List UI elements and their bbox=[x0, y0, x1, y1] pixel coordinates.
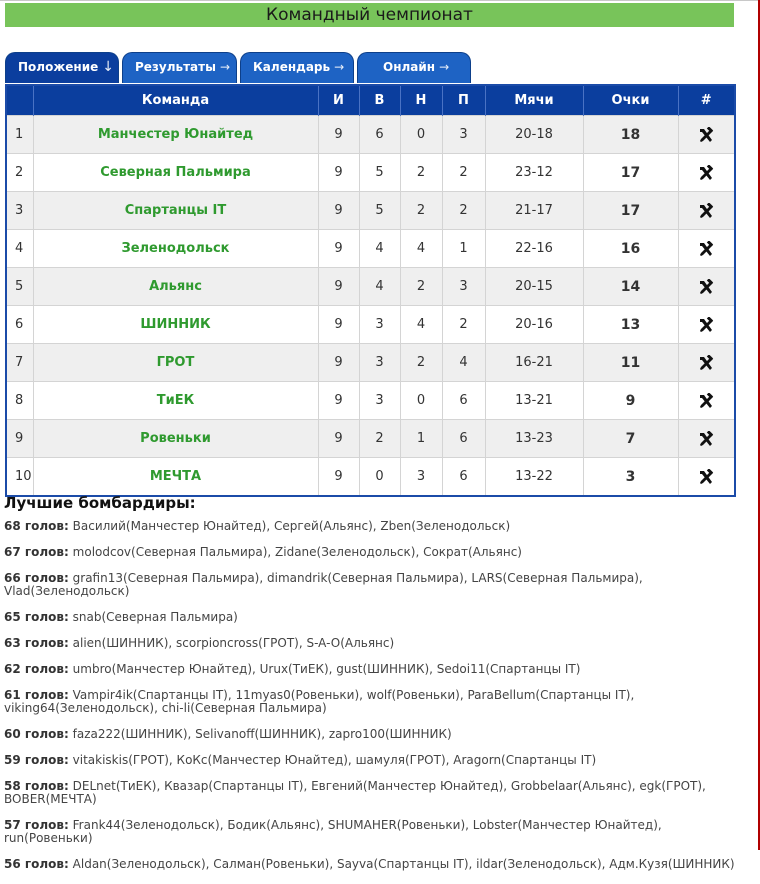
row-played: 9 bbox=[318, 306, 359, 344]
tab-standings[interactable] bbox=[5, 52, 119, 83]
row-won: 3 bbox=[359, 382, 400, 420]
row-goals: 13-22 bbox=[485, 458, 583, 497]
arrow-right-icon: → bbox=[334, 60, 345, 74]
table-row bbox=[6, 458, 735, 497]
tab-results[interactable] bbox=[122, 52, 237, 83]
row-position: 6 bbox=[6, 306, 33, 344]
scorer-players: alien(ШИННИК), scorpioncross(ГРОТ), S-A-O(Альянс) bbox=[72, 636, 395, 650]
hammer-pick-icon[interactable] bbox=[698, 241, 714, 256]
row-played: 9 bbox=[318, 344, 359, 382]
hammer-pick-icon[interactable] bbox=[698, 469, 714, 484]
row-won: 0 bbox=[359, 458, 400, 497]
row-points: 7 bbox=[583, 420, 678, 458]
row-goals: 22-16 bbox=[485, 230, 583, 268]
row-lost: 6 bbox=[442, 382, 485, 420]
row-played: 9 bbox=[318, 420, 359, 458]
tab-label: Результаты bbox=[135, 60, 216, 74]
row-goals: 20-15 bbox=[485, 268, 583, 306]
row-points: 9 bbox=[583, 382, 678, 420]
row-played: 9 bbox=[318, 382, 359, 420]
scorer-line bbox=[4, 858, 744, 871]
column-header-points[interactable]: Очки bbox=[583, 85, 678, 116]
scorer-players: vitakiskis(ГРОТ), КоКс(Манчестер Юнайтед), шамуля(ГРОТ), Aragorn(Спартанцы IT) bbox=[72, 753, 597, 767]
team-tools-cell bbox=[678, 192, 735, 230]
top-scorers-title: Лучшие бомбардиры: bbox=[4, 494, 196, 512]
team-name-link[interactable]: Ровеньки bbox=[33, 420, 318, 458]
row-points: 18 bbox=[583, 116, 678, 154]
team-tools-cell bbox=[678, 154, 735, 192]
row-drawn: 4 bbox=[400, 306, 442, 344]
row-position: 9 bbox=[6, 420, 33, 458]
scorer-goals-count: 60 голов: bbox=[4, 727, 69, 741]
row-points: 17 bbox=[583, 154, 678, 192]
row-lost: 2 bbox=[442, 306, 485, 344]
tab-label: Онлайн bbox=[383, 60, 436, 74]
row-position: 4 bbox=[6, 230, 33, 268]
row-points: 11 bbox=[583, 344, 678, 382]
row-points: 13 bbox=[583, 306, 678, 344]
row-played: 9 bbox=[318, 116, 359, 154]
team-tools-cell bbox=[678, 268, 735, 306]
row-position: 3 bbox=[6, 192, 33, 230]
row-played: 9 bbox=[318, 154, 359, 192]
scorer-players: DELnet(ТиЕК), Квазар(Спартанцы IT), Евгений(Манчестер Юнайтед), Grobbelaar(Альянс), egk(ГРОТ), BOBER(МЕЧТА) bbox=[4, 779, 706, 806]
column-header-goals[interactable]: Мячи bbox=[485, 85, 583, 116]
row-goals: 23-12 bbox=[485, 154, 583, 192]
row-goals: 16-21 bbox=[485, 344, 583, 382]
row-lost: 6 bbox=[442, 458, 485, 497]
row-goals: 13-21 bbox=[485, 382, 583, 420]
row-position: 8 bbox=[6, 382, 33, 420]
table-row bbox=[6, 230, 735, 268]
scorer-line bbox=[4, 728, 744, 741]
column-header-lost[interactable]: П bbox=[442, 85, 485, 116]
row-won: 5 bbox=[359, 192, 400, 230]
scorer-goals-count: 58 голов: bbox=[4, 779, 69, 793]
row-played: 9 bbox=[318, 192, 359, 230]
column-header-won[interactable]: В bbox=[359, 85, 400, 116]
tab-label: Положение bbox=[18, 60, 99, 74]
scorer-line bbox=[4, 754, 744, 767]
team-tools-cell bbox=[678, 420, 735, 458]
standings-table bbox=[5, 84, 736, 497]
team-name-link[interactable]: МЕЧТА bbox=[33, 458, 318, 497]
row-won: 3 bbox=[359, 306, 400, 344]
scorer-line bbox=[4, 637, 744, 650]
row-points: 16 bbox=[583, 230, 678, 268]
scorer-players: grafin13(Северная Пальмира), dimandrik(Северная Пальмира), LARS(Северная Пальмира), Vlad(Зеленодольск) bbox=[4, 571, 643, 598]
scorer-goals-count: 67 голов: bbox=[4, 545, 69, 559]
row-drawn: 0 bbox=[400, 382, 442, 420]
hammer-pick-icon[interactable] bbox=[698, 355, 714, 370]
row-played: 9 bbox=[318, 268, 359, 306]
scorer-line bbox=[4, 780, 744, 806]
row-lost: 1 bbox=[442, 230, 485, 268]
row-won: 5 bbox=[359, 154, 400, 192]
hammer-pick-icon[interactable] bbox=[698, 317, 714, 332]
row-goals: 20-18 bbox=[485, 116, 583, 154]
scorer-line bbox=[4, 689, 744, 715]
column-header-team[interactable]: Команда bbox=[33, 85, 318, 116]
scorer-players: faza222(ШИННИК), Selivanoff(ШИННИК), zapro100(ШИННИК) bbox=[72, 727, 452, 741]
table-row bbox=[6, 116, 735, 154]
row-won: 2 bbox=[359, 420, 400, 458]
table-header-row bbox=[6, 85, 735, 116]
page-title: Командный чемпионат bbox=[5, 3, 734, 27]
scorer-goals-count: 62 голов: bbox=[4, 662, 69, 676]
scorer-players: Vampir4ik(Спартанцы IT), 11myas0(Ровеньки), wolf(Ровеньки), ParaBellum(Спартанцы IT), viking64(Зеленодольск), chi-li(Северная Пальмира) bbox=[4, 688, 635, 715]
row-position: 7 bbox=[6, 344, 33, 382]
hammer-pick-icon[interactable] bbox=[698, 279, 714, 294]
hammer-pick-icon[interactable] bbox=[698, 165, 714, 180]
team-tools-cell bbox=[678, 230, 735, 268]
row-position: 2 bbox=[6, 154, 33, 192]
hammer-pick-icon[interactable] bbox=[698, 127, 714, 142]
scorer-line bbox=[4, 520, 744, 533]
row-lost: 2 bbox=[442, 154, 485, 192]
row-drawn: 2 bbox=[400, 268, 442, 306]
scorer-line bbox=[4, 572, 744, 598]
table-row bbox=[6, 344, 735, 382]
row-drawn: 1 bbox=[400, 420, 442, 458]
row-lost: 3 bbox=[442, 116, 485, 154]
row-points: 3 bbox=[583, 458, 678, 497]
top-scorers-list bbox=[4, 520, 744, 884]
team-tools-cell bbox=[678, 344, 735, 382]
table-row bbox=[6, 192, 735, 230]
scorer-goals-count: 59 голов: bbox=[4, 753, 69, 767]
column-header-position bbox=[6, 85, 33, 116]
hammer-pick-icon[interactable] bbox=[698, 431, 714, 446]
scorer-goals-count: 68 голов: bbox=[4, 519, 69, 533]
row-lost: 3 bbox=[442, 268, 485, 306]
row-lost: 6 bbox=[442, 420, 485, 458]
row-won: 4 bbox=[359, 268, 400, 306]
row-goals: 13-23 bbox=[485, 420, 583, 458]
scorer-players: molodcov(Северная Пальмира), Zidane(Зеленодольск), Сократ(Альянс) bbox=[72, 545, 522, 559]
scorer-line bbox=[4, 546, 744, 559]
row-won: 3 bbox=[359, 344, 400, 382]
scorer-players: Василий(Манчестер Юнайтед), Сергей(Альянс), Zben(Зеленодольск) bbox=[72, 519, 511, 533]
scorer-goals-count: 65 голов: bbox=[4, 610, 69, 624]
tab-calendar[interactable] bbox=[240, 52, 354, 83]
row-lost: 4 bbox=[442, 344, 485, 382]
page-top-border bbox=[0, 0, 760, 1]
row-drawn: 2 bbox=[400, 344, 442, 382]
arrow-right-icon: → bbox=[439, 60, 450, 74]
team-name-link[interactable]: Северная Пальмира bbox=[33, 154, 318, 192]
scorer-goals-count: 61 голов: bbox=[4, 688, 69, 702]
row-position: 10 bbox=[6, 458, 33, 497]
team-name-link[interactable]: Альянс bbox=[33, 268, 318, 306]
scorer-goals-count: 57 голов: bbox=[4, 818, 69, 832]
scorer-goals-count: 63 голов: bbox=[4, 636, 69, 650]
row-played: 9 bbox=[318, 458, 359, 497]
team-name-link[interactable]: Манчестер Юнайтед bbox=[33, 116, 318, 154]
row-drawn: 3 bbox=[400, 458, 442, 497]
row-goals: 20-16 bbox=[485, 306, 583, 344]
row-position: 5 bbox=[6, 268, 33, 306]
team-tools-cell bbox=[678, 116, 735, 154]
column-header-played[interactable]: И bbox=[318, 85, 359, 116]
row-points: 17 bbox=[583, 192, 678, 230]
row-drawn: 0 bbox=[400, 116, 442, 154]
scorer-players: umbro(Манчестер Юнайтед), Urux(ТиЕК), gust(ШИННИК), Sedoi11(Спартанцы IT) bbox=[72, 662, 581, 676]
row-drawn: 2 bbox=[400, 154, 442, 192]
scorer-players: Aldan(Зеленодольск), Салман(Ровеньки), Sayva(Спартанцы IT), ildar(Зеленодольск), Адм.Кузя(ШИННИК) bbox=[72, 857, 735, 871]
arrow-right-icon: → bbox=[219, 60, 231, 74]
tab-label: Календарь bbox=[253, 60, 331, 74]
row-goals: 21-17 bbox=[485, 192, 583, 230]
team-name-link[interactable]: Зеленодольск bbox=[33, 230, 318, 268]
team-tools-cell bbox=[678, 306, 735, 344]
table-row bbox=[6, 154, 735, 192]
team-name-link[interactable]: ШИННИК bbox=[33, 306, 318, 344]
scorer-line bbox=[4, 663, 744, 676]
row-position: 1 bbox=[6, 116, 33, 154]
table-row bbox=[6, 306, 735, 344]
row-drawn: 2 bbox=[400, 192, 442, 230]
row-played: 9 bbox=[318, 230, 359, 268]
scorer-players: Frank44(Зеленодольск), Бодик(Альянс), SHUMAHER(Ровеньки), Lobster(Манчестер Юнайтед), run(Ровеньки) bbox=[4, 818, 662, 845]
team-name-link[interactable]: Спартанцы IT bbox=[33, 192, 318, 230]
scorer-line bbox=[4, 611, 744, 624]
row-drawn: 4 bbox=[400, 230, 442, 268]
arrow-down-icon: ↓ bbox=[102, 59, 114, 75]
team-name-link[interactable]: ГРОТ bbox=[33, 344, 318, 382]
team-tools-cell bbox=[678, 382, 735, 420]
team-tools-cell bbox=[678, 458, 735, 497]
row-lost: 2 bbox=[442, 192, 485, 230]
table-row bbox=[6, 268, 735, 306]
table-row bbox=[6, 382, 735, 420]
hammer-pick-icon[interactable] bbox=[698, 393, 714, 408]
table-row bbox=[6, 420, 735, 458]
column-header-drawn[interactable]: Н bbox=[400, 85, 442, 116]
row-won: 4 bbox=[359, 230, 400, 268]
team-name-link[interactable]: ТиЕК bbox=[33, 382, 318, 420]
row-points: 14 bbox=[583, 268, 678, 306]
scorer-goals-count: 66 голов: bbox=[4, 571, 69, 585]
scorer-players: snab(Северная Пальмира) bbox=[72, 610, 238, 624]
row-won: 6 bbox=[359, 116, 400, 154]
scorer-goals-count: 56 голов: bbox=[4, 857, 69, 871]
scorer-line bbox=[4, 819, 744, 845]
tab-online[interactable] bbox=[357, 52, 471, 83]
column-header-tools: # bbox=[678, 85, 735, 116]
hammer-pick-icon[interactable] bbox=[698, 203, 714, 218]
